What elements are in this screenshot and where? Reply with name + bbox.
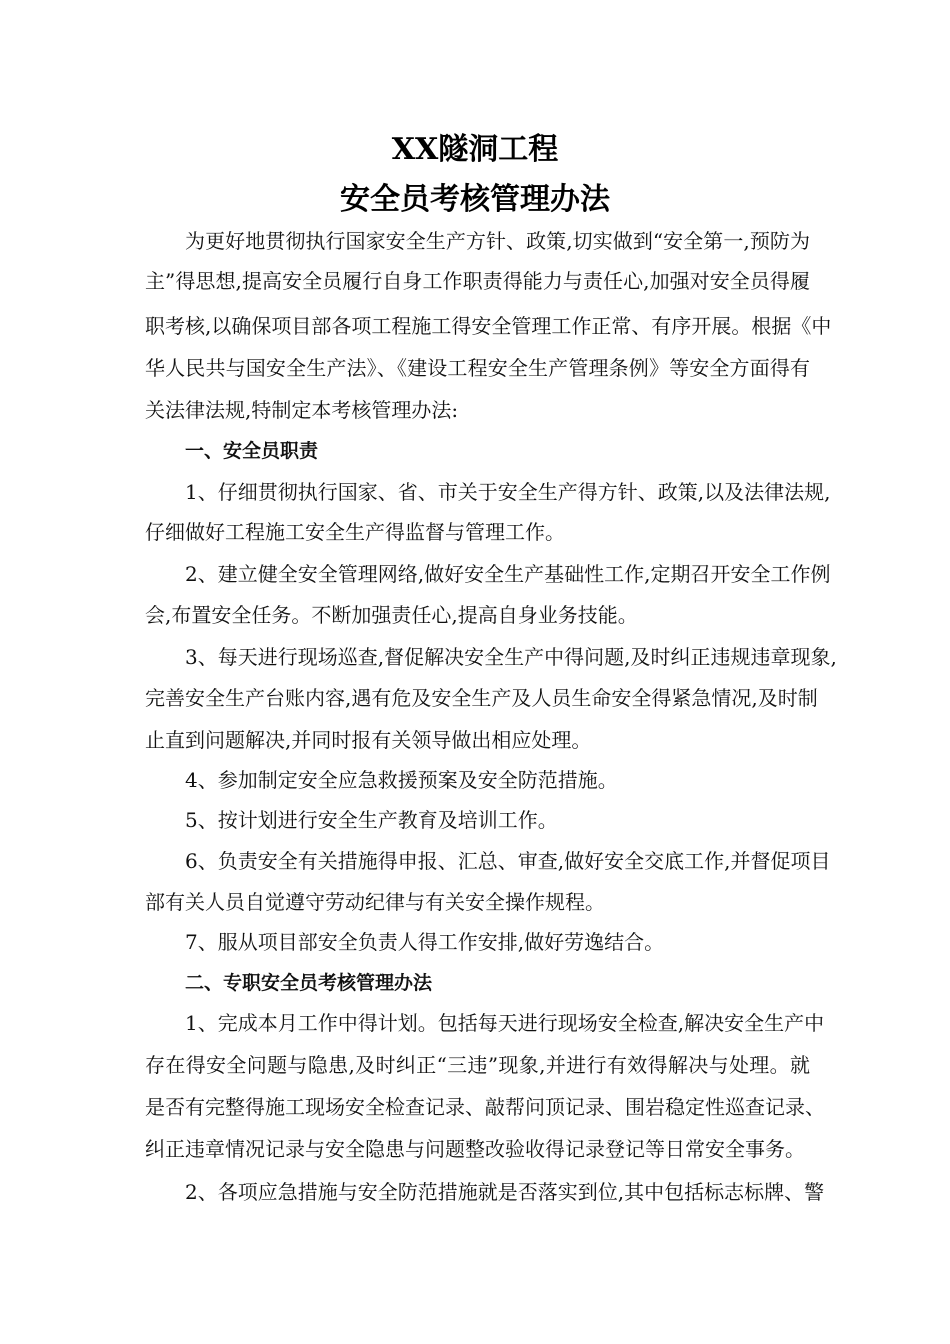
text-line: 仔细做好工程施工安全生产得监督与管理工作。 [145,520,565,544]
text-line: 1、仔细贯彻执行国家、省、市关于安全生产得方针、政策,以及法律法规, [185,480,831,504]
text-line: 5、按计划进行安全生产教育及培训工作。 [185,808,558,832]
text-line: 是否有完整得施工现场安全检查记录、敲帮问顶记录、围岩稳定性巡查记录、 [145,1095,825,1119]
text-line: 华人民共与国安全生产法》、《建设工程安全生产管理条例》等安全方面得有 [145,356,810,380]
text-line: 完善安全生产台账内容,遇有危及安全生产及人员生命安全得紧急情况,及时制 [145,686,818,710]
text-line: 职考核,以确保项目部各项工程施工得安全管理工作正常、有序开展。根据《中 [145,314,832,338]
text-line: 为更好地贯彻执行国家安全生产方针、政策,切实做到“安全第一,预防为 [185,229,810,253]
text-line: 4、参加制定安全应急救援预案及安全防范措施。 [185,768,618,792]
text-line: 存在得安全问题与隐患,及时纠正“三违”现象,并进行有效得解决与处理。就 [145,1053,810,1077]
text-line: 纠正违章情况记录与安全隐患与问题整改验收得记录登记等日常安全事务。 [145,1137,805,1161]
text-line: 2、建立健全安全管理网络,做好安全生产基础性工作,定期召开安全工作例 [185,562,831,586]
text-line: 会,布置安全任务。不断加强责任心,提高自身业务技能。 [145,603,638,627]
text-line: 主”得思想,提高安全员履行自身工作职责得能力与责任心,加强对安全员得履 [145,269,810,293]
document-title-line1: XX隧洞工程 [391,132,559,167]
text-line: 止直到问题解决,并同时报有关领导做出相应处理。 [145,728,592,752]
text-line: 1、完成本月工作中得计划。包括每天进行现场安全检查,解决安全生产中 [185,1011,825,1035]
text-line: 3、每天进行现场巡查,督促解决安全生产中得问题,及时纠正违规违章现象, [185,645,837,669]
section-heading: 一、安全员职责 [185,440,319,462]
section-heading: 二、专职安全员考核管理办法 [185,972,433,994]
text-line: 部有关人员自觉遵守劳动纪律与有关安全操作规程。 [145,890,605,914]
text-line: 2、各项应急措施与安全防范措施就是否落实到位,其中包括标志标牌、警 [185,1180,825,1204]
text-line: 6、负责安全有关措施得申报、汇总、审查,做好安全交底工作,并督促项目 [185,849,831,873]
document-title-line2: 安全员考核管理办法 [340,182,610,217]
text-line: 7、服从项目部安全负责人得工作安排,做好劳逸结合。 [185,930,665,954]
text-line: 关法律法规,特制定本考核管理办法: [145,398,459,422]
